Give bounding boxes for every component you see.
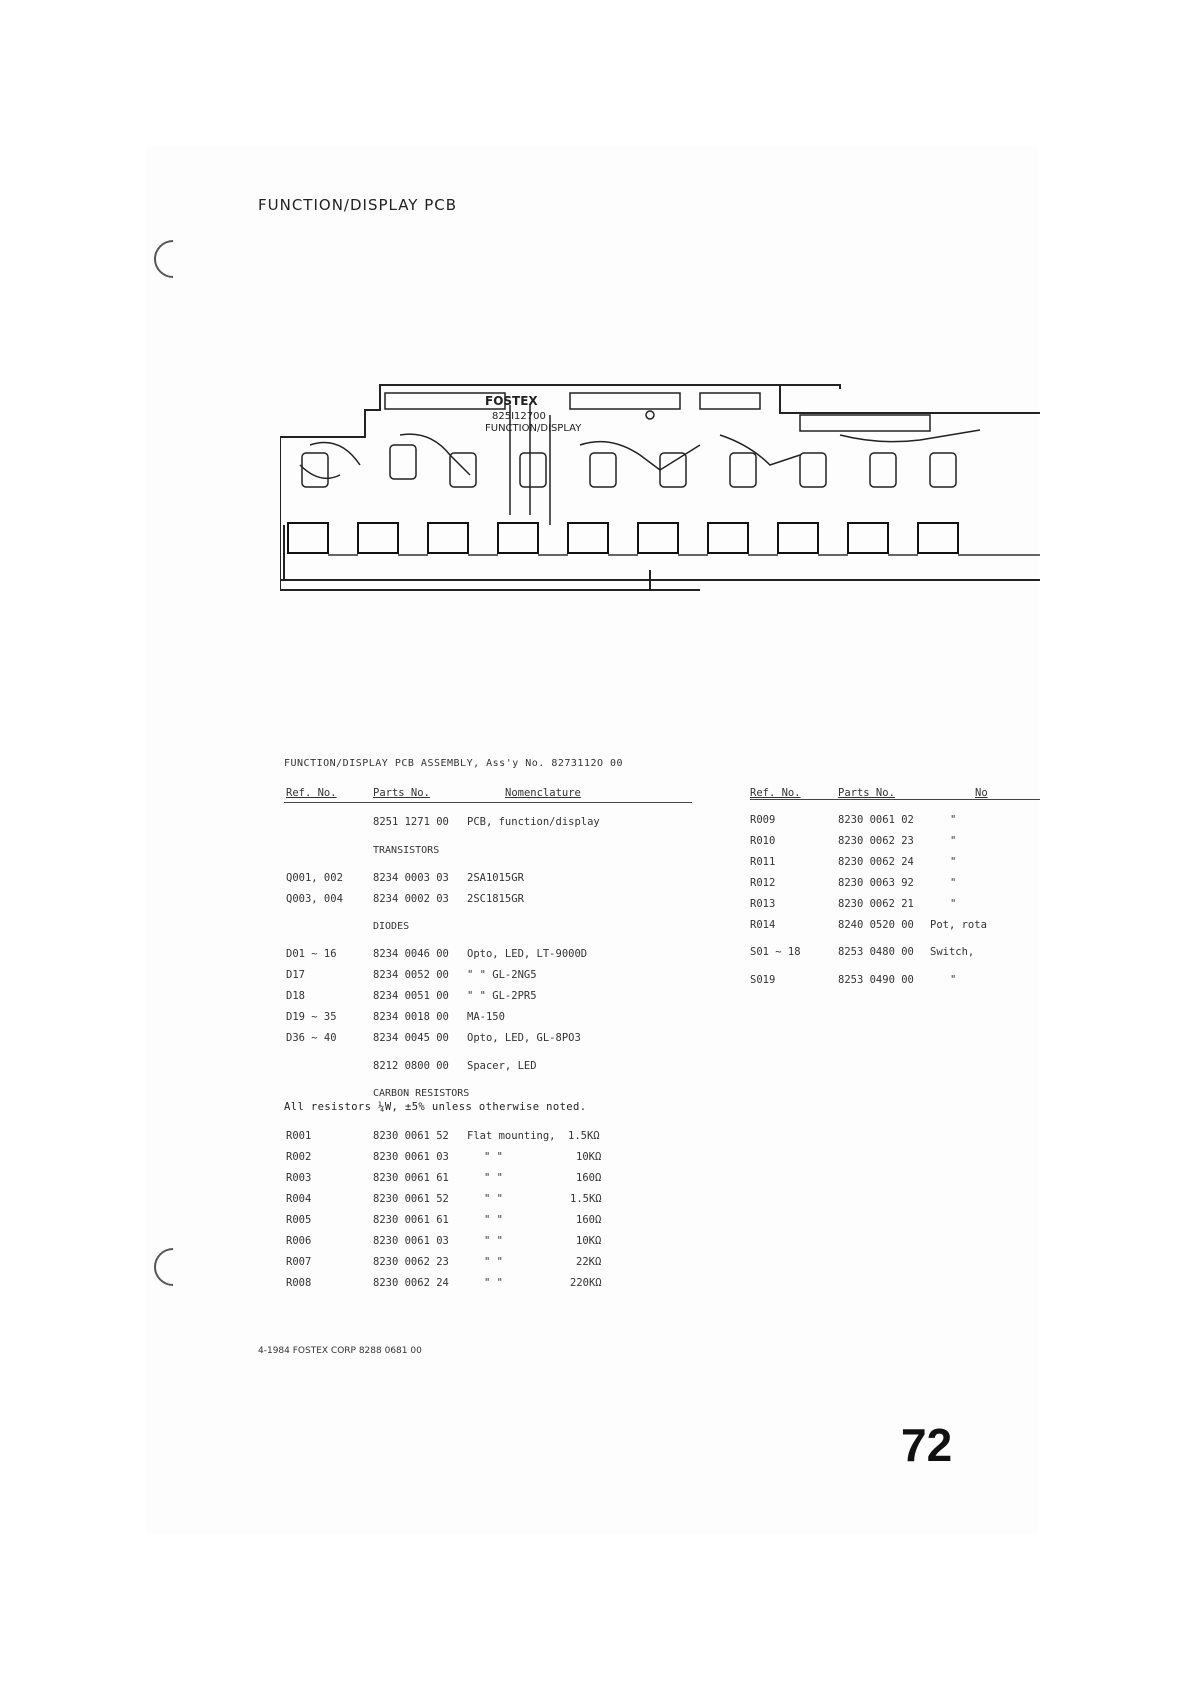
page-title: FUNCTION/DISPLAY PCB — [258, 196, 458, 214]
pcb-name-label: FUNCTION/DISPLAY — [485, 423, 582, 434]
header-parts-right: Parts No. — [838, 787, 895, 799]
section-carbon-resistors: CARBON RESISTORS — [373, 1088, 470, 1099]
resistor-note: All resistors ¼W, ±5% unless otherwise noted. — [284, 1101, 587, 1113]
pcb-brand-label: FOSTEX — [485, 394, 538, 408]
header-nom-right: No — [975, 787, 988, 799]
section-diodes: DIODES — [373, 921, 410, 932]
header-nomenclature: Nomenclature — [505, 787, 581, 799]
pcb-part-label: 825I12700 — [492, 411, 546, 422]
footer-text: 4-1984 FOSTEX CORP 8288 0681 00 — [258, 1346, 422, 1356]
header-ref: Ref. No. — [286, 787, 337, 799]
right-header-rule — [750, 799, 1040, 800]
page-number: 72 — [901, 1419, 953, 1471]
header-parts: Parts No. — [373, 787, 430, 799]
pcb-layout-drawing — [280, 375, 1040, 595]
assembly-line: FUNCTION/DISPLAY PCB ASSEMBLY, Ass'y No. 8273112O 00 — [284, 758, 624, 769]
header-ref-right: Ref. No. — [750, 787, 801, 799]
section-transistors: TRANSISTORS — [373, 845, 440, 856]
left-header-rule — [284, 802, 692, 803]
